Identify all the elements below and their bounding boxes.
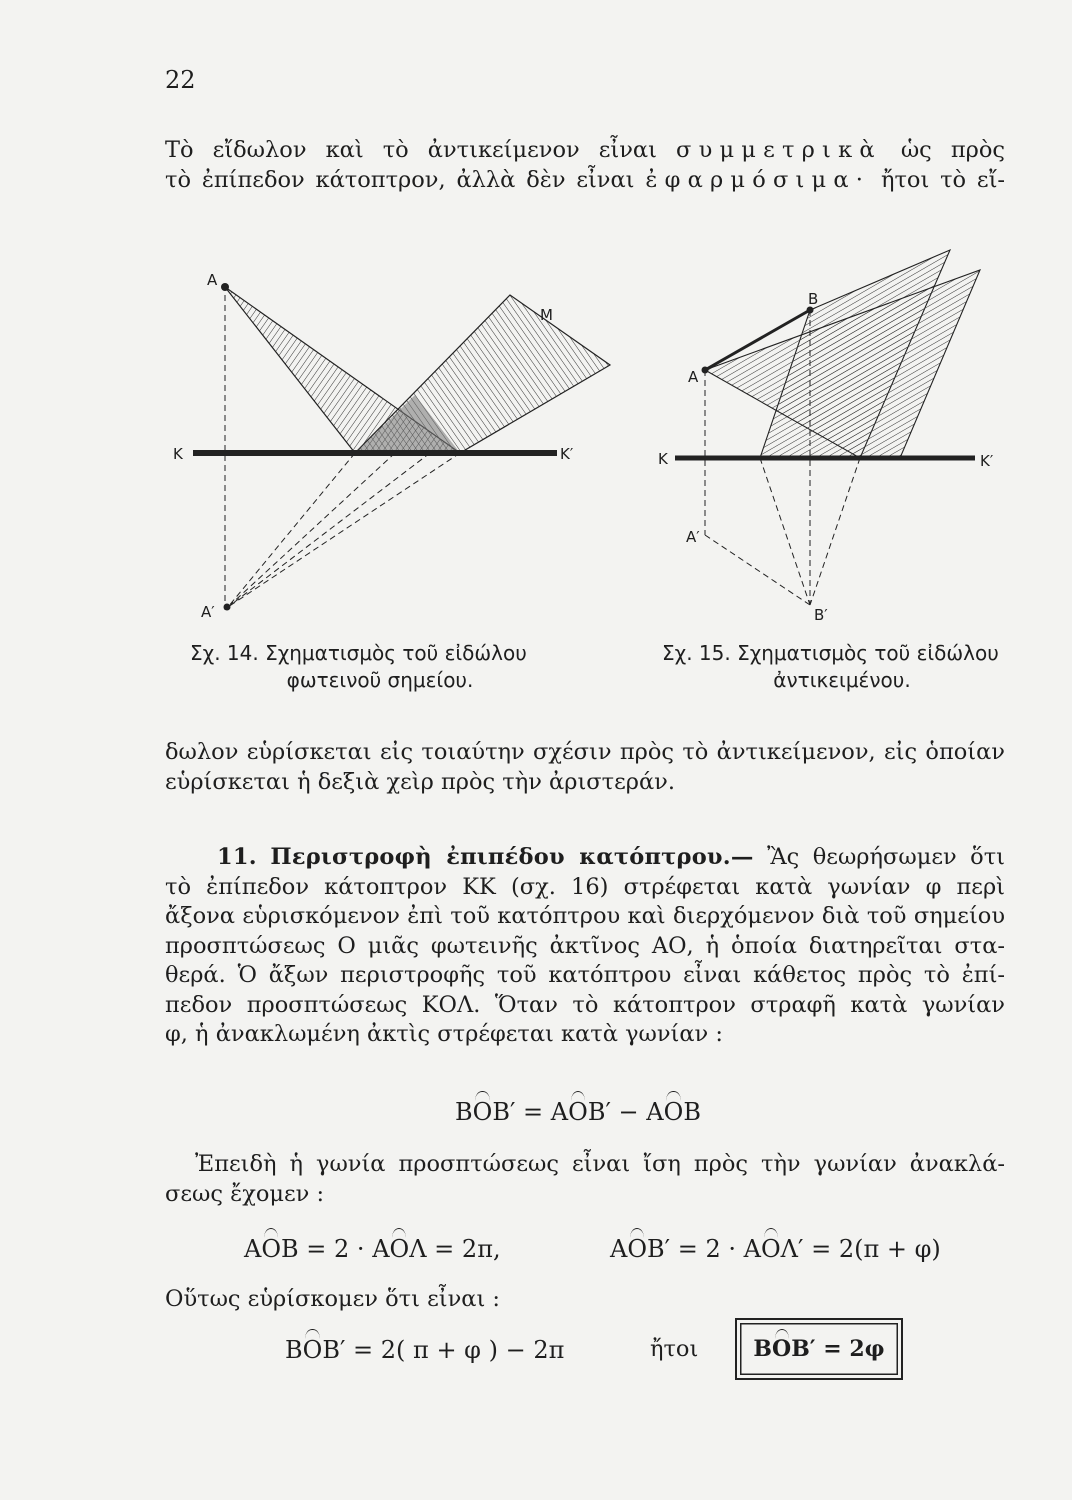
paragraph-after-figures: [165, 738, 1005, 797]
section-11-line-3: ἄξονα εὑρισκόμενον ἐπὶ τοῦ κατόπτρου καὶ διερχόμενον διὰ τοῦ σημείου: [165, 903, 1005, 929]
label-k-prime: K′: [560, 445, 574, 463]
figure-14: [165, 265, 625, 625]
intro-line-1: Τὸ εἴδωλον καὶ τὸ ἀντικείμενον εἶναι συμμετρικὰ ὡς πρὸς: [165, 137, 1006, 163]
section-11-line-1: 11. Περιστροφὴ ἐπιπέδου κατόπτρου.— Ἂς θεωρήσωμεν ὅτι: [217, 844, 1005, 870]
itoi-word: ἤτοι: [650, 1336, 699, 1362]
figure-15-caption: Σχ. 15. Σχηματισμὸς τοῦ εἰδώλου ἀντικειμένου.: [662, 641, 999, 692]
label-k: K: [173, 445, 183, 463]
section-11-line-4: προσπτώσεως Ο μιᾶς φωτεινῆς ἀκτῖνος ΑΟ, ἡ ὁποία διατηρεῖται στα-: [165, 932, 1005, 959]
page-number: 22: [165, 66, 196, 94]
para-line-1: δωλον εὑρίσκεται εἰς τοιαύτην σχέσιν πρὸς τὸ ἀντικείμενον, εἰς ὁποίαν: [165, 739, 1005, 765]
point-a: [221, 283, 229, 291]
label-b: B: [808, 290, 819, 308]
section-11-line-7: φ, ἡ ἀνακλωμένη ἀκτὶς στρέφεται κατὰ γωνίαν :: [165, 1021, 723, 1047]
label-a: A: [207, 271, 218, 289]
equation-2-right: AOB′ = 2 · AOΛ′ = 2(π + φ): [610, 1235, 941, 1263]
equation-1: BOB′ = AOB′ − AOB: [455, 1098, 701, 1126]
intro-line-2: τὸ ἐπίπεδον κάτοπτρον, ἀλλὰ δὲν εἶναι ἐφαρμόσιμα· ἤτοι τὸ εἴ-: [165, 166, 1006, 193]
section-11-line-2: τὸ ἐπίπεδον κάτοπτρον ΚΚ (σχ. 16) στρέφεται κατὰ γωνίαν φ περὶ: [165, 873, 1005, 900]
section-number: 11.: [217, 844, 257, 870]
section-11-line-5: θερά. Ὁ ἄξων περιστροφῆς τοῦ κατόπτρου εἶναι κάθετος πρὸς τὸ ἐπί-: [165, 962, 1005, 988]
label-a-prime: A′: [686, 528, 700, 546]
boxed-result: B O B′ = 2φ: [735, 1318, 903, 1380]
equation-2-left: AOB = 2 · AOΛ = 2π,: [244, 1235, 501, 1263]
point-a-prime: [224, 604, 231, 611]
label-a: A: [688, 368, 699, 386]
intro-paragraph: [165, 136, 1005, 195]
figure-14-caption: Σχ. 14. Σχηματισμὸς τοῦ εἰδώλου φωτεινοῦ σημείου.: [190, 641, 527, 692]
label-a-prime: A′: [201, 603, 215, 621]
figure-15: [650, 230, 1030, 630]
epeidi-paragraph: [165, 1150, 1005, 1209]
section-title: Περιστροφὴ ἐπιπέδου κατόπτρου.—: [270, 844, 754, 870]
label-b-prime: B′: [814, 606, 828, 624]
point-a: [702, 367, 709, 374]
outos-paragraph: [165, 1285, 1005, 1315]
label-k: K: [658, 450, 668, 468]
section-11: [165, 843, 1005, 1050]
epeidi-line-1: Ἐπειδὴ ἡ γωνία προσπτώσεως εἶναι ἴση πρὸς τὴν γωνίαν ἀνακλά-: [195, 1151, 1005, 1177]
epeidi-line-2: σεως ἔχομεν :: [165, 1180, 325, 1207]
label-k-prime: K′: [980, 452, 994, 470]
outos-line: Οὕτως εὑρίσκομεν ὅτι εἶναι :: [165, 1286, 501, 1312]
label-m: M: [540, 306, 553, 324]
section-11-line-6: πεδον προσπτώσεως ΚΟΛ. Ὅταν τὸ κάτοπτρον στραφῆ κατὰ γωνίαν: [165, 991, 1005, 1018]
para-line-2: εὑρίσκεται ἡ δεξιὰ χεὶρ πρὸς τὴν ἀριστεράν.: [165, 768, 675, 795]
equation-3: BOB′ = 2( π + φ ) − 2π: [285, 1336, 565, 1364]
